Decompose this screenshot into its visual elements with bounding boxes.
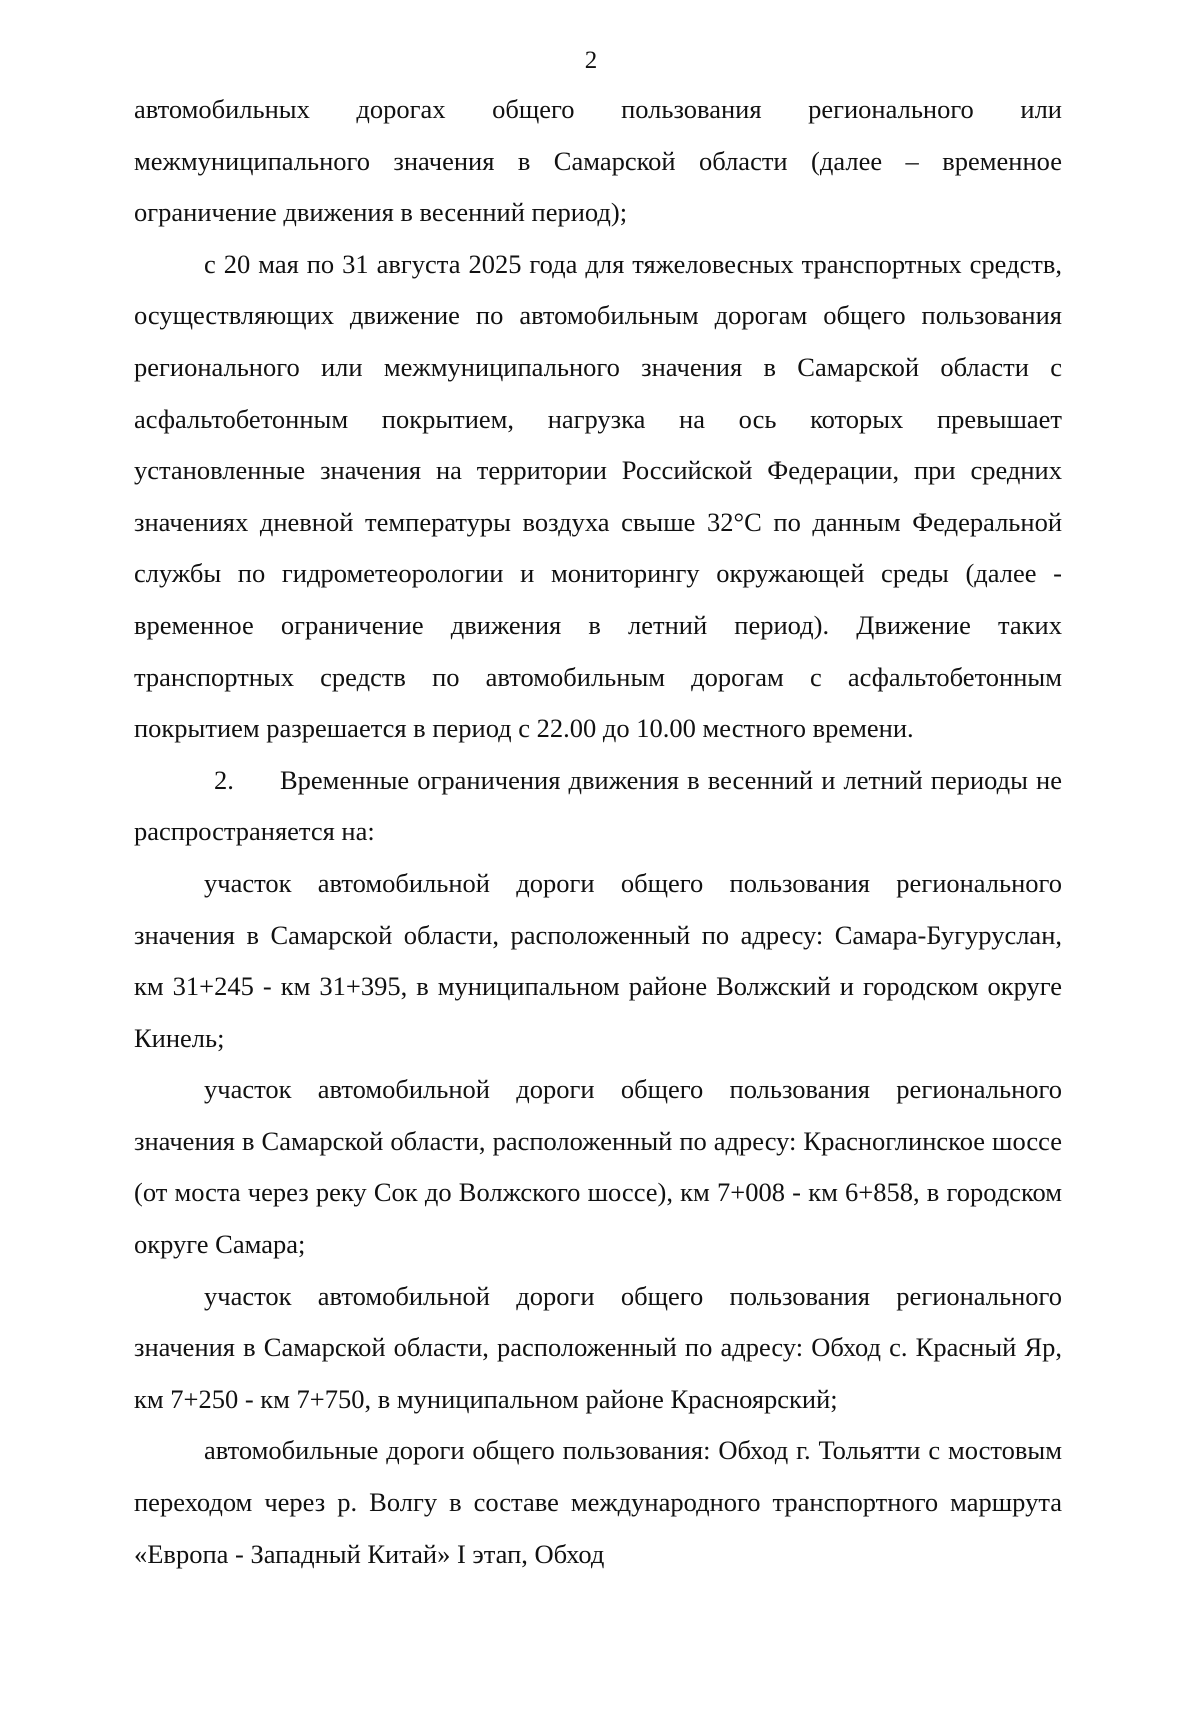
paragraph-roads-bypass: автомобильные дороги общего пользования: Обход г. Тольятти с мостовым переходом через р. Волгу в составе международного транспортного маршрута «Европа - Западный Китай» I этап, Обход — [134, 1435, 1062, 1569]
paragraph-road-segment-3: участок автомобильной дороги общего пользования регионального значения в Самарской области, расположенный по адресу: Обход с. Красный Яр, км 7+250 - км 7+750, в муниципальном районе Красноярский; — [134, 1280, 1062, 1414]
paragraph-road-segment-1: участок автомобильной дороги общего пользования регионального значения в Самарской области, расположенный по адресу: Самара-Бугуруслан, км 31+245 - км 31+395, в муниципальном районе Волжский и городском округе Кинель; — [134, 867, 1062, 1053]
paragraph-continuation: автомобильных дорогах общего пользования регионального или межмуниципального значения в Самарской области (далее – временное ограничение движения в весенний период); — [134, 94, 1062, 228]
document-body — [134, 84, 1062, 1580]
paragraph-road-segment-2: участок автомобильной дороги общего пользования регионального значения в Самарской области, расположенный по адресу: Красноглинское шоссе (от моста через реку Сок до Волжского шоссе), км 7+008 - км 6+858, в городском округе Самара; — [134, 1074, 1062, 1260]
paragraph-item-2 — [134, 755, 1062, 858]
page-number: 2 — [584, 47, 598, 74]
item-number: 2. — [214, 764, 234, 795]
item-2-text: Временные ограничения движения в весенний и летний периоды не распространяется на: — [134, 764, 1062, 847]
paragraph-summer-restriction: с 20 мая по 31 августа 2025 года для тяжеловесных транспортных средств, осуществляющих движение по автомобильным дорогам общего пользования регионального или межмуниципального значения в Самарской области с асфальтобетонным покрытием, нагрузка на ось которых превышает установленные значения на территории Российской Федерации, при средних значениях дневной температуры воздуха свыше 32°С по данным Федеральной службы по гидрометеорологии и мониторингу окружающей среды (далее - временное ограничение движения в летний период). Движение таких транспортных средств по автомобильным дорогам с асфальтобетонным покрытием разрешается в период с 22.00 до 10.00 местного времени. — [134, 248, 1062, 744]
